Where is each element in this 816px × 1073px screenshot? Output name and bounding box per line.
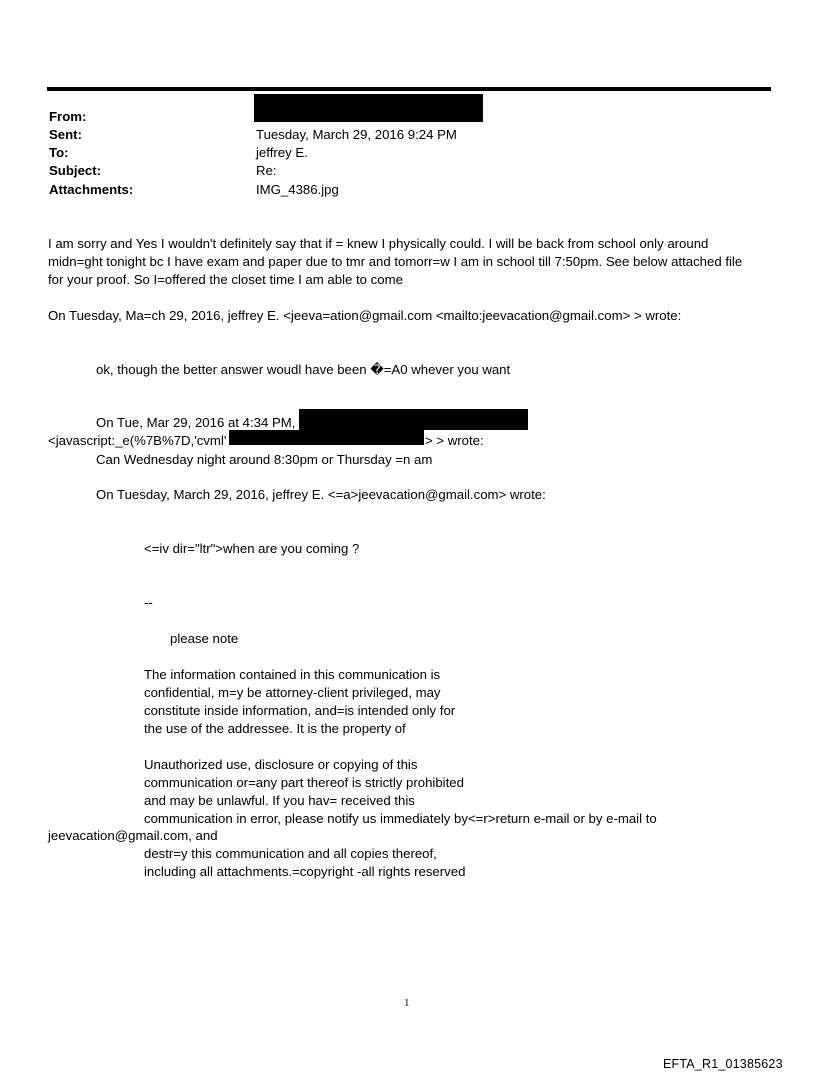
page-number: 1 bbox=[404, 997, 410, 1009]
redaction-box bbox=[229, 430, 424, 445]
quote-header-continued: <javascript:_e(%7B%7D,'cvml' bbox=[48, 433, 227, 448]
disclaimer-line: including all attachments.=copyright -all rights reserved bbox=[144, 864, 466, 879]
disclaimer-line: communication in error, please notify us immediately by<=r>return e-mail or by e-mail to bbox=[144, 811, 657, 826]
from-label: From: bbox=[49, 109, 87, 124]
redaction-box bbox=[254, 94, 483, 122]
to-label: To: bbox=[49, 145, 69, 160]
subject-value: Re: bbox=[256, 163, 277, 178]
quoted-text: Can Wednesday night around 8:30pm or Thursday =n am bbox=[96, 452, 433, 467]
quote-header: On Tuesday, Ma=ch 29, 2016, jeffrey E. <jeeva=ation@gmail.com <mailto:jeevacation@gmail.com> > wrote: bbox=[48, 308, 682, 323]
quote-header-continued: > > wrote: bbox=[425, 433, 484, 448]
redaction-box bbox=[299, 409, 528, 430]
disclaimer-line: jeevacation@gmail.com, and bbox=[48, 828, 218, 843]
quote-header: On Tuesday, March 29, 2016, jeffrey E. <=a>jeevacation@gmail.com> wrote: bbox=[96, 487, 546, 502]
attachments-value: IMG_4386.jpg bbox=[256, 182, 339, 197]
attachments-label: Attachments: bbox=[49, 182, 134, 197]
reply-line: for your proof. So I=offered the closet time I am able to come bbox=[48, 272, 403, 287]
quoted-text: ok, though the better answer woudl have been �=A0 whever you want bbox=[96, 362, 511, 377]
disclaimer-line: the use of the addressee. It is the property of bbox=[144, 721, 406, 736]
document-id: EFTA_R1_01385623 bbox=[663, 1057, 783, 1071]
quoted-text: <=iv dir="ltr">when are you coming ? bbox=[144, 541, 360, 556]
reply-line: I am sorry and Yes I wouldn't definitely say that if = knew I physically could. I will be back from school only around bbox=[48, 236, 709, 251]
header-rule bbox=[47, 87, 771, 91]
disclaimer-line: confidential, m=y be attorney-client privileged, may bbox=[144, 685, 441, 700]
signature-separator: -- bbox=[144, 595, 153, 610]
disclaimer-line: destr=y this communication and all copies thereof, bbox=[144, 846, 437, 861]
to-value: jeffrey E. bbox=[256, 145, 308, 160]
disclaimer-line: Unauthorized use, disclosure or copying of this bbox=[144, 757, 418, 772]
signature-note: please note bbox=[170, 631, 239, 646]
disclaimer-line: constitute inside information, and=is intended only for bbox=[144, 703, 456, 718]
disclaimer-line: communication or=any part thereof is strictly prohibited bbox=[144, 775, 464, 790]
reply-line: midn=ght tonight bc I have exam and paper due to tmr and tomorr=w I am in school till 7:50pm. See below attached file bbox=[48, 254, 743, 269]
disclaimer-line: The information contained in this communication is bbox=[144, 667, 441, 682]
quote-header: On Tue, Mar 29, 2016 at 4:34 PM, bbox=[96, 415, 296, 430]
sent-value: Tuesday, March 29, 2016 9:24 PM bbox=[256, 127, 457, 142]
subject-label: Subject: bbox=[49, 163, 102, 178]
sent-label: Sent: bbox=[49, 127, 82, 142]
disclaimer-line: and may be unlawful. If you hav= received this bbox=[144, 793, 415, 808]
